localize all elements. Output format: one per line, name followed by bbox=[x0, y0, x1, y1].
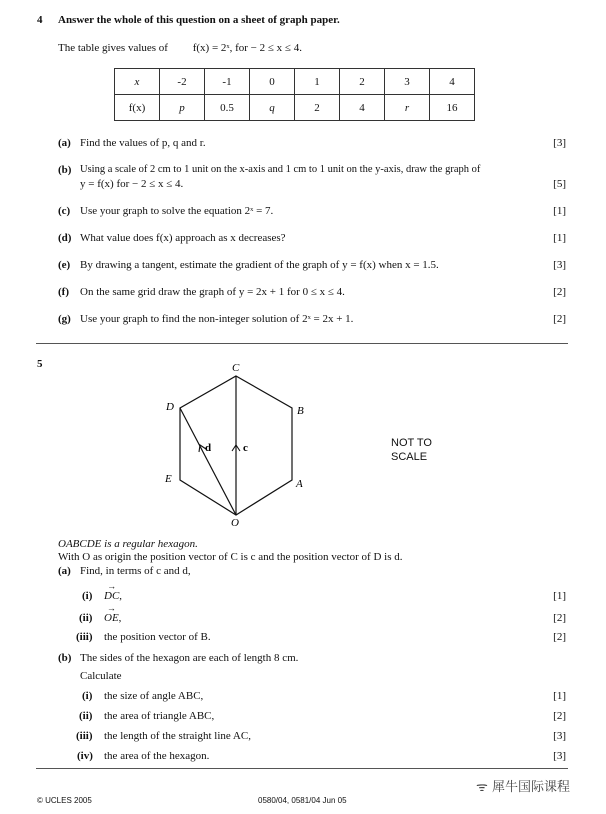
table-cell: 4 bbox=[340, 95, 385, 121]
label-C: C bbox=[232, 362, 240, 374]
label-B: B bbox=[297, 405, 304, 417]
vector-OE: → OE bbox=[104, 612, 119, 624]
section-divider bbox=[36, 343, 568, 344]
table-cell: 4 bbox=[430, 69, 475, 95]
footer-paper-code: 0580/04, 0581/04 Jun 05 bbox=[258, 796, 347, 805]
marks: [2] bbox=[553, 710, 566, 722]
part-label: (ii) bbox=[79, 612, 93, 624]
footer-copyright: © UCLES 2005 bbox=[37, 796, 92, 805]
part-label: (iii) bbox=[76, 631, 93, 643]
part-label: (iv) bbox=[77, 750, 93, 762]
part-text: What value does f(x) approach as x decreases? bbox=[80, 232, 286, 244]
marks: [1] bbox=[553, 205, 566, 217]
marks: [3] bbox=[553, 137, 566, 149]
table-cell: 2 bbox=[295, 95, 340, 121]
suffix: , bbox=[119, 590, 123, 602]
note-line: NOT TO bbox=[391, 437, 432, 449]
q5-b-calculate: Calculate bbox=[80, 670, 122, 682]
part-label: (a) bbox=[58, 137, 71, 149]
part-text: the length of the straight line AC, bbox=[104, 730, 251, 742]
table-cell: -1 bbox=[205, 69, 250, 95]
q5-number: 5 bbox=[37, 358, 43, 370]
not-to-scale-note bbox=[391, 436, 432, 464]
marks: [2] bbox=[553, 286, 566, 298]
marks: [1] bbox=[553, 690, 566, 702]
part-label: (d) bbox=[58, 232, 72, 244]
q5-b-text: The sides of the hexagon are each of length 8 cm. bbox=[80, 652, 299, 664]
label-O: O bbox=[231, 517, 239, 529]
note-line: SCALE bbox=[391, 451, 428, 463]
part-label: (ii) bbox=[79, 710, 93, 722]
vector-DC: → DC bbox=[104, 590, 119, 602]
marks: [5] bbox=[553, 178, 566, 190]
marks: [2] bbox=[553, 631, 566, 643]
q4-heading: Answer the whole of this question on a sheet of graph paper. bbox=[58, 14, 340, 26]
part-text: On the same grid draw the graph of y = 2x + 1 for 0 ≤ x ≤ 4. bbox=[80, 286, 345, 298]
q5-a-label: (a) bbox=[58, 565, 71, 577]
part-label: (c) bbox=[58, 205, 71, 217]
hexagon-diagram bbox=[150, 358, 350, 530]
part-label: (f) bbox=[58, 286, 69, 298]
part-label: (i) bbox=[82, 590, 93, 602]
part-label: (i) bbox=[82, 690, 93, 702]
marks: [2] bbox=[553, 313, 566, 325]
part-text: the area of triangle ABC, bbox=[104, 710, 215, 722]
marks: [3] bbox=[553, 259, 566, 271]
part-text: the size of angle ABC, bbox=[104, 690, 204, 702]
suffix: , bbox=[118, 612, 122, 624]
part-text: the area of the hexagon. bbox=[104, 750, 210, 762]
values-table bbox=[114, 68, 475, 121]
table-cell: f(x) bbox=[115, 95, 160, 121]
marks: [3] bbox=[553, 730, 566, 742]
q4-number: 4 bbox=[37, 14, 43, 26]
q5-line2: With O as origin the position vector of C is c and the position vector of D is d. bbox=[58, 551, 403, 563]
label-c: c bbox=[243, 442, 248, 454]
part-text: Using a scale of 2 cm to 1 unit on the x-axis and 1 cm to 1 unit on the y-axis, draw the graph of bbox=[80, 164, 481, 175]
label-D: D bbox=[166, 401, 174, 413]
part-text: Use your graph to solve the equation 2ˣ = 7. bbox=[80, 205, 274, 217]
vector-d-line bbox=[180, 408, 236, 515]
table-cell: x bbox=[115, 69, 160, 95]
table-cell: 3 bbox=[385, 69, 430, 95]
q5-line1: OABCDE is a regular hexagon. bbox=[58, 538, 198, 550]
label-A: A bbox=[296, 478, 303, 490]
marks: [2] bbox=[553, 612, 566, 624]
q5-a-text: Find, in terms of c and d, bbox=[80, 565, 191, 577]
table-row-f bbox=[115, 95, 475, 121]
part-label: (e) bbox=[58, 259, 71, 271]
part-text: Use your graph to find the non-integer solution of 2ˣ = 2x + 1. bbox=[80, 313, 354, 325]
part-text: the position vector of B. bbox=[104, 631, 211, 643]
table-row-x bbox=[115, 69, 475, 95]
table-cell: 16 bbox=[430, 95, 475, 121]
table-cell: -2 bbox=[160, 69, 205, 95]
q4-intro-function: f(x) = 2ˣ, for − 2 ≤ x ≤ 4. bbox=[192, 42, 302, 54]
q5-b-label: (b) bbox=[58, 652, 72, 664]
marks: [3] bbox=[553, 750, 566, 762]
table-cell: p bbox=[160, 95, 205, 121]
part-label: (g) bbox=[58, 313, 71, 325]
part-text: Find the values of p, q and r. bbox=[80, 137, 206, 149]
part-label: (b) bbox=[58, 164, 72, 176]
table-cell: 0.5 bbox=[205, 95, 250, 121]
table-cell: q bbox=[250, 95, 295, 121]
part-label: (iii) bbox=[76, 730, 93, 742]
part-text bbox=[104, 612, 121, 624]
table-cell: r bbox=[385, 95, 430, 121]
q4-intro bbox=[58, 42, 302, 54]
q4-intro-prefix: The table gives values of bbox=[58, 42, 168, 54]
table-cell: 0 bbox=[250, 69, 295, 95]
marks: [1] bbox=[553, 232, 566, 244]
table-cell: 2 bbox=[340, 69, 385, 95]
marks: [1] bbox=[553, 590, 566, 602]
label-d: d bbox=[205, 442, 212, 454]
part-text: By drawing a tangent, estimate the gradient of the graph of y = f(x) when x = 1.5. bbox=[80, 259, 439, 271]
label-E: E bbox=[165, 473, 172, 485]
table-cell: 1 bbox=[295, 69, 340, 95]
footer-divider bbox=[36, 768, 568, 769]
watermark: ᯤ 犀牛国际课程 bbox=[476, 780, 571, 795]
part-text-continued: y = f(x) for − 2 ≤ x ≤ 4. bbox=[80, 178, 184, 190]
part-text bbox=[104, 590, 122, 602]
